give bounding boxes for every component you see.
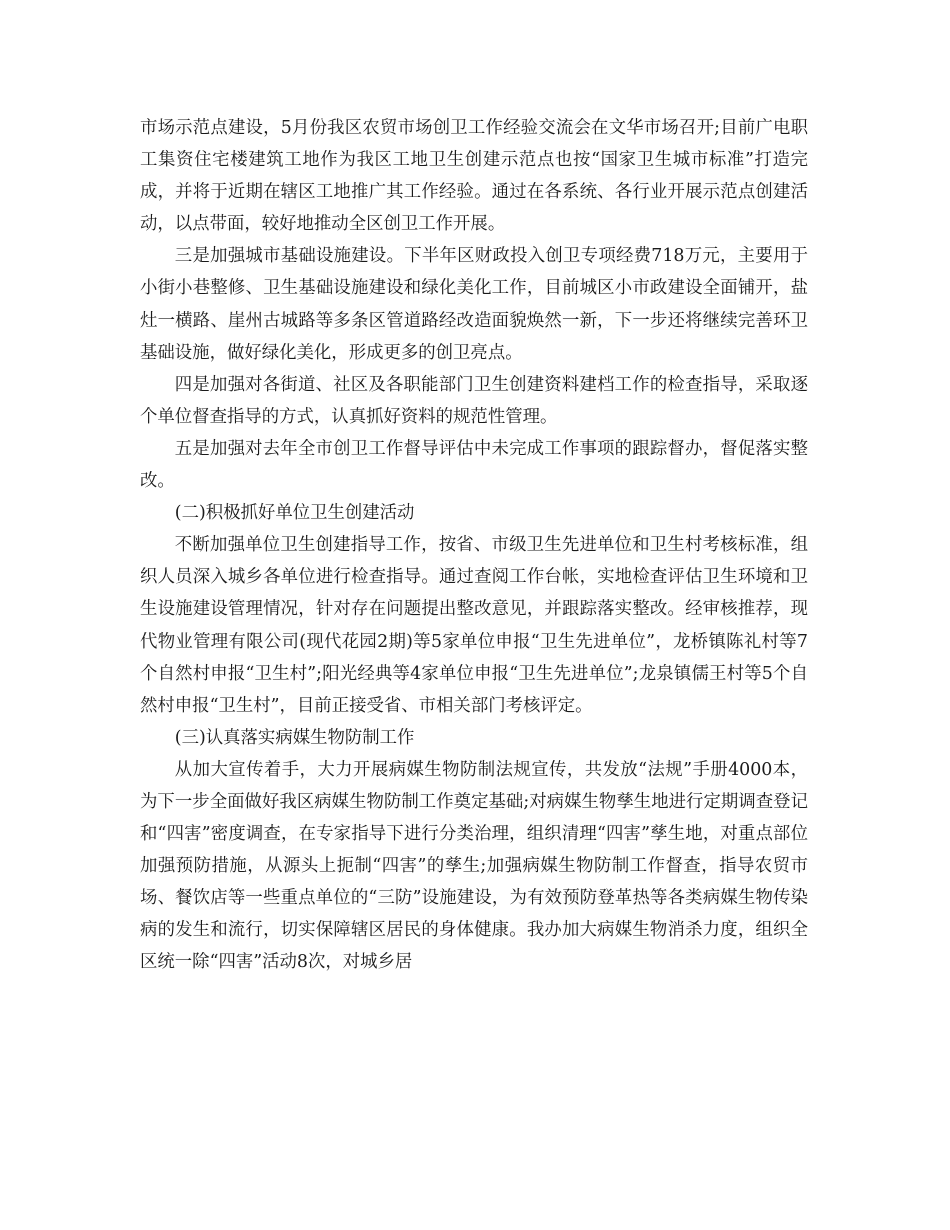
- section-heading-vector-control: (三)认真落实病媒生物防制工作: [174, 727, 415, 748]
- paragraph-records-inspection: 四是加强对各街道、社区及各职能部门卫生创建资料建档工作的检查指导，采取逐个单位督查指导的方式，认真抓好资料的规范性管理。: [140, 374, 808, 427]
- paragraph-vector-control: 从加大宣传着手，大力开展病媒生物防制法规宣传，共发放“法规”手册4000本，为下一步全面做好我区病媒生物防制工作奠定基础;对病媒生物孳生地进行定期调查登记和“四害”密度调查，在专家指导下进行分类治理，组织清理“四害”孳生地，对重点部位加强预防措施，从源头上扼制“四害”的孳生;加强病媒生物防制工作督查，指导农贸市场、餐饮店等一些重点单位的“三防”设施建设，为有效预防登革热等各类病媒生物传染病的发生和流行，切实保障辖区居民的身体健康。我办加大病媒生物消杀力度，组织全区统一除“四害”活动8次，对城乡居: [140, 759, 808, 973]
- paragraph-continued: 市场示范点建设，5月份我区农贸市场创卫工作经验交流会在文华市场召开;目前广电职工集资住宅楼建筑工地作为我区工地卫生创建示范点也按“国家卫生城市标准”打造完成，并将于近期在辖区工地推广其工作经验。通过在各系统、各行业开展示范点创建活动，以点带面，较好地推动全区创卫工作开展。: [140, 118, 808, 235]
- paragraph-unit-hygiene: 不断加强单位卫生创建指导工作，按省、市级卫生先进单位和卫生村考核标准，组织人员深入城乡各单位进行检查指导。通过查阅工作台帐，实地检查评估卫生环境和卫生设施建设管理情况，针对存在问题提出整改意见，并跟踪落实整改。经审核推荐，现代物业管理有限公司(现代花园2期)等5家单位申报“卫生先进单位”，龙桥镇陈礼村等7个自然村申报“卫生村”;阳光经典等4家单位申报“卫生先进单位”;龙泉镇儒王村等5个自然村申报“卫生村”，目前正接受省、市相关部门考核评定。: [140, 535, 808, 716]
- document-page: [140, 112, 808, 979]
- paragraph-infrastructure: 三是加强城市基础设施建设。下半年区财政投入创卫专项经费718万元，主要用于小街小巷整修、卫生基础设施建设和绿化美化工作，目前城区小市政建设全面铺开，盐灶一横路、崖州古城路等多条区管道路经改造面貌焕然一新，下一步还将继续完善环卫基础设施，做好绿化美化，形成更多的创卫亮点。: [140, 246, 808, 363]
- paragraph-supervision: 五是加强对去年全市创卫工作督导评估中未完成工作事项的跟踪督办，督促落实整改。: [140, 438, 808, 492]
- section-heading-unit-hygiene: (二)积极抓好单位卫生创建活动: [174, 503, 415, 524]
